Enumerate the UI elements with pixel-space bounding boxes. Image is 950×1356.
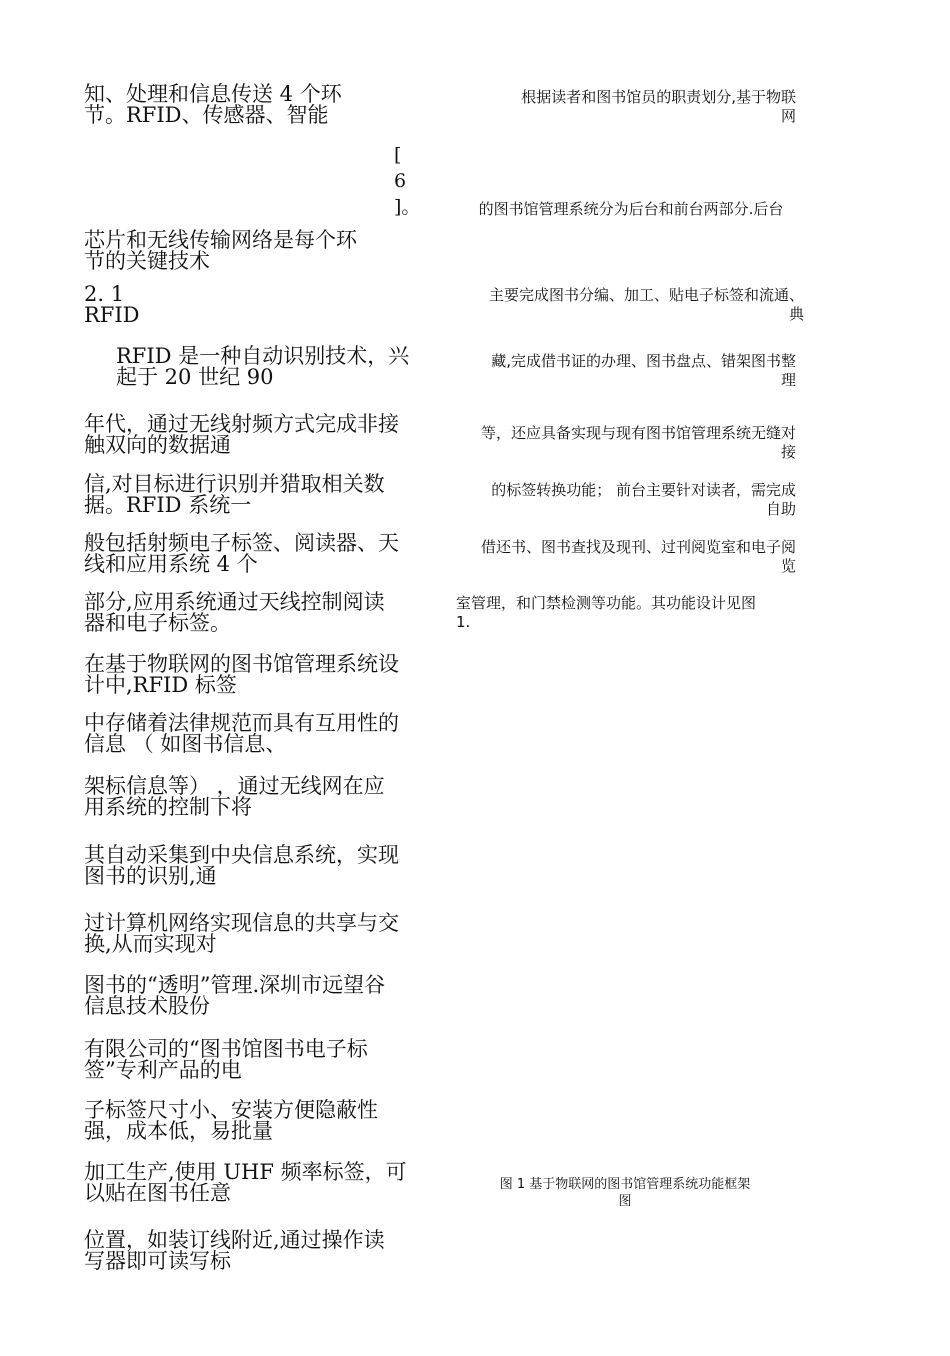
text-line: 图书的“透明”管理.深圳市远望谷 — [84, 973, 386, 997]
text-line: 换,从而实现对 — [84, 932, 217, 956]
text-line: 触双向的数据通 — [84, 433, 231, 457]
heading-title: RFID — [84, 303, 140, 327]
text-line: 典 — [788, 305, 804, 323]
left-paragraph — [84, 230, 429, 272]
left-paragraph — [84, 533, 429, 575]
text-line: 强，成本低，易批量 — [84, 1119, 273, 1143]
right-paragraph — [430, 88, 796, 126]
citation-number: 6 — [394, 170, 407, 192]
left-paragraph — [116, 346, 461, 388]
text-line: 的图书馆管理系统分为后台和前台两部分.后台 — [478, 200, 784, 218]
text-line: 器和电子标签。 — [84, 611, 231, 635]
text-line: 以贴在图书任意 — [84, 1181, 231, 1205]
text-line: 有限公司的“图书馆图书电子标 — [84, 1037, 368, 1061]
left-paragraph — [84, 84, 429, 126]
text-line: 节。RFID、传感器、智能 — [84, 103, 329, 127]
text-line: 接 — [780, 443, 796, 461]
caption-line: 图 — [618, 1194, 632, 1209]
left-paragraph — [84, 1162, 429, 1204]
text-line: 计中,RFID 标签 — [84, 673, 237, 697]
text-line: 借还书、图书查找及现刊、过刊阅览室和电子阅 — [480, 538, 796, 556]
text-line: 年代，通过无线射频方式完成非接 — [84, 412, 399, 436]
text-line: 用系统的控制下将 — [84, 795, 252, 819]
text-line: 根据读者和图书馆员的职责划分,基于物联 — [521, 88, 796, 106]
right-paragraph — [430, 481, 796, 519]
text-line: 加工生产,使用 UHF 频率标签，可 — [84, 1160, 407, 1184]
left-paragraph — [84, 1039, 429, 1081]
text-line: 网 — [780, 107, 796, 125]
text-line: 的标签转换功能； 前台主要针对读者，需完成 — [491, 481, 796, 499]
right-paragraph — [456, 594, 806, 632]
text-line: 其自动采集到中央信息系统，实现 — [84, 843, 399, 867]
section-heading — [84, 284, 429, 326]
left-paragraph — [84, 845, 429, 887]
right-paragraph — [446, 200, 816, 219]
text-line: 1. — [456, 613, 471, 631]
text-line: 理 — [780, 371, 796, 389]
text-line: RFID 是一种自动识别技术，兴 — [116, 344, 410, 368]
caption-line: 图 1 基于物联网的图书馆管理系统功能框架 — [499, 1177, 751, 1192]
text-line: 架标信息等） ，通过无线网在应 — [84, 774, 385, 798]
text-line: 起于 20 世纪 90 — [116, 365, 274, 389]
text-line: 中存储着法律规范而具有互用性的 — [84, 711, 399, 735]
figure-caption — [470, 1176, 780, 1210]
text-line: 节的关键技术 — [84, 249, 210, 273]
text-line: 主要完成图书分编、加工、贴电子标签和流通、 — [488, 286, 804, 304]
citation-close-bracket: ]。 — [394, 196, 421, 218]
text-line: 线和应用系统 4 个 — [84, 552, 258, 576]
left-paragraph — [84, 776, 429, 818]
text-line: 签”专利产品的电 — [84, 1058, 242, 1082]
text-line: 室管理，和门禁检测等功能。其功能设计见图 — [456, 594, 757, 612]
text-line: 芯片和无线传输网络是每个环 — [84, 228, 357, 252]
text-line: 知、处理和信息传送 4 个环 — [84, 82, 342, 106]
text-line: 信,对目标进行识别并猎取相关数 — [84, 472, 385, 496]
left-paragraph — [84, 654, 429, 696]
left-paragraph — [84, 913, 429, 955]
citation-open-bracket: [ — [394, 144, 402, 166]
left-paragraph — [84, 1230, 429, 1272]
citation-reference — [388, 142, 420, 220]
text-line: 览 — [780, 557, 796, 575]
text-line: 图书的识别,通 — [84, 864, 217, 888]
text-line: 在基于物联网的图书馆管理系统设 — [84, 652, 399, 676]
left-paragraph — [84, 474, 429, 516]
text-line: 部分,应用系统通过天线控制阅读 — [84, 590, 385, 614]
text-line: 据。RFID 系统一 — [84, 493, 252, 517]
text-line: 等，还应具备实现与现有图书馆管理系统无缝对 — [480, 424, 796, 442]
text-line: 子标签尺寸小、安装方便隐蔽性 — [84, 1098, 378, 1122]
text-line: 般包括射频电子标签、阅读器、天 — [84, 531, 399, 555]
text-line: 位置，如装订线附近,通过操作读 — [84, 1228, 385, 1252]
text-line: 信息技术股份 — [84, 994, 210, 1018]
heading-number: 2. 1 — [84, 282, 125, 306]
left-paragraph — [84, 1100, 429, 1142]
right-paragraph — [436, 286, 804, 324]
text-line: 自助 — [765, 500, 796, 518]
left-paragraph — [84, 713, 429, 755]
left-paragraph — [84, 414, 429, 456]
right-paragraph — [430, 352, 796, 390]
right-paragraph — [430, 538, 796, 576]
text-line: 信息 （ 如图书信息、 — [84, 732, 287, 756]
left-paragraph — [84, 975, 429, 1017]
right-paragraph — [430, 424, 796, 462]
text-line: 写器即可读写标 — [84, 1249, 231, 1273]
left-paragraph — [84, 592, 429, 634]
text-line: 藏,完成借书证的办理、图书盘点、错架图书整 — [491, 352, 796, 370]
text-line: 过计算机网络实现信息的共享与交 — [84, 911, 399, 935]
